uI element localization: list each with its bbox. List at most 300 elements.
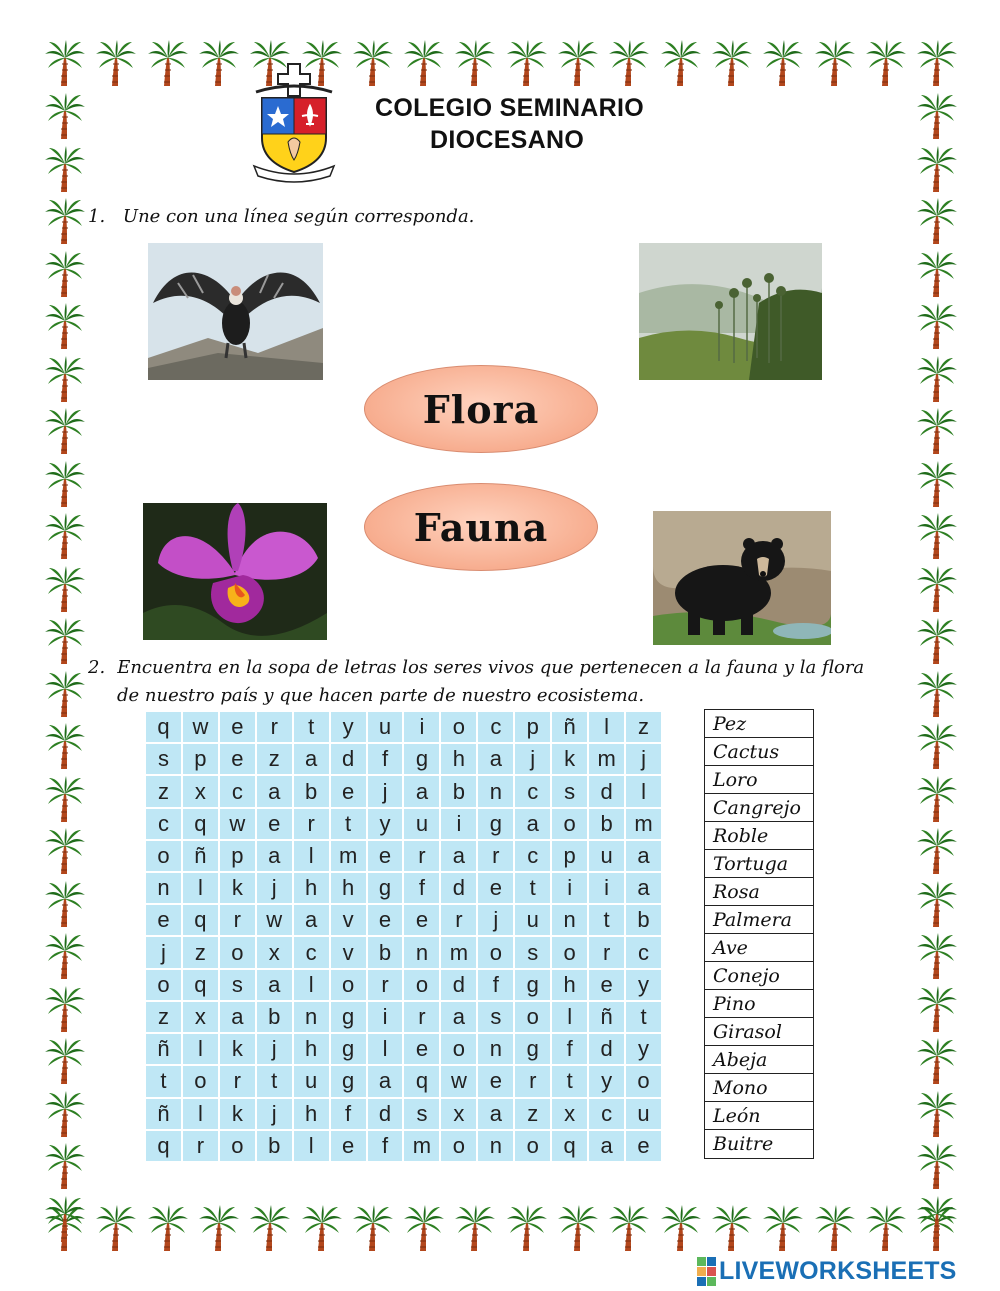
grid-cell[interactable]: u xyxy=(589,841,624,871)
grid-cell[interactable]: e xyxy=(404,1034,439,1064)
grid-cell[interactable]: m xyxy=(441,937,476,967)
grid-cell[interactable]: y xyxy=(626,970,661,1000)
grid-cell[interactable]: i xyxy=(368,1002,403,1032)
palm-tree-icon xyxy=(917,40,957,88)
grid-cell[interactable]: k xyxy=(220,873,255,903)
grid-cell[interactable]: o xyxy=(441,1034,476,1064)
grid-cell[interactable]: o xyxy=(478,937,513,967)
grid-cell[interactable]: d xyxy=(368,1099,403,1129)
grid-cell[interactable]: a xyxy=(589,1131,624,1161)
grid-cell[interactable]: l xyxy=(626,776,661,806)
grid-cell[interactable]: r xyxy=(441,905,476,935)
flora-oval[interactable] xyxy=(364,365,598,453)
grid-cell[interactable]: n xyxy=(478,776,513,806)
grid-cell[interactable]: r xyxy=(589,937,624,967)
word-list-item: Conejo xyxy=(705,962,813,990)
grid-cell[interactable]: s xyxy=(146,744,181,774)
grid-cell[interactable]: g xyxy=(331,1034,366,1064)
grid-cell[interactable]: u xyxy=(404,809,439,839)
grid-cell[interactable]: o xyxy=(552,809,587,839)
grid-cell[interactable]: a xyxy=(257,970,292,1000)
grid-cell[interactable]: z xyxy=(515,1099,550,1129)
palm-tree-icon xyxy=(917,356,957,404)
grid-cell[interactable]: b xyxy=(626,905,661,935)
grid-cell[interactable]: o xyxy=(146,841,181,871)
grid-cell[interactable]: t xyxy=(294,712,329,742)
palm-tree-icon xyxy=(45,513,85,561)
grid-cell[interactable]: e xyxy=(257,809,292,839)
grid-cell[interactable]: s xyxy=(515,937,550,967)
palm-tree-icon xyxy=(917,198,957,246)
palm-tree-icon xyxy=(45,356,85,404)
grid-cell[interactable]: a xyxy=(478,1099,513,1129)
wax-palm-valley-photo[interactable] xyxy=(639,243,822,380)
grid-cell[interactable]: a xyxy=(626,841,661,871)
grid-cell[interactable]: c xyxy=(220,776,255,806)
grid-cell[interactable]: p xyxy=(220,841,255,871)
grid-cell[interactable]: m xyxy=(589,744,624,774)
grid-cell[interactable]: m xyxy=(331,841,366,871)
grid-cell[interactable]: n xyxy=(404,937,439,967)
grid-cell[interactable]: e xyxy=(331,1131,366,1161)
palm-tree-icon xyxy=(815,1205,855,1253)
grid-cell[interactable]: j xyxy=(626,744,661,774)
palm-tree-icon xyxy=(712,40,752,88)
grid-cell[interactable]: f xyxy=(404,873,439,903)
palm-tree-icon xyxy=(917,1038,957,1086)
grid-cell[interactable]: e xyxy=(478,873,513,903)
palm-tree-icon xyxy=(45,1143,85,1191)
grid-cell[interactable]: u xyxy=(626,1099,661,1129)
grid-cell[interactable]: t xyxy=(146,1066,181,1096)
grid-cell[interactable]: g xyxy=(404,744,439,774)
fauna-label: Fauna xyxy=(413,504,549,550)
grid-cell[interactable]: l xyxy=(552,1002,587,1032)
grid-cell[interactable]: x xyxy=(257,937,292,967)
grid-cell[interactable]: j xyxy=(146,937,181,967)
palm-tree-icon xyxy=(917,566,957,614)
grid-cell[interactable]: l xyxy=(368,1034,403,1064)
grid-cell[interactable]: s xyxy=(220,970,255,1000)
grid-cell[interactable]: o xyxy=(441,1131,476,1161)
grid-cell[interactable]: u xyxy=(515,905,550,935)
palm-tree-icon xyxy=(763,1205,803,1253)
grid-cell[interactable]: c xyxy=(626,937,661,967)
palm-tree-icon xyxy=(866,40,906,88)
grid-cell[interactable]: x xyxy=(183,776,218,806)
word-list-item: Mono xyxy=(705,1074,813,1102)
grid-cell[interactable]: c xyxy=(515,776,550,806)
word-list-item: Roble xyxy=(705,822,813,850)
grid-cell[interactable]: m xyxy=(404,1131,439,1161)
palm-tree-icon xyxy=(45,1091,85,1139)
orchid-photo[interactable] xyxy=(143,503,327,640)
palm-tree-icon xyxy=(917,828,957,876)
grid-cell[interactable]: ñ xyxy=(146,1034,181,1064)
grid-cell[interactable]: o xyxy=(552,937,587,967)
grid-cell[interactable]: a xyxy=(257,776,292,806)
grid-cell[interactable]: a xyxy=(294,905,329,935)
grid-cell[interactable]: j xyxy=(478,905,513,935)
palm-tree-icon xyxy=(45,303,85,351)
school-title-line2: DIOCESANO xyxy=(430,126,585,154)
grid-cell[interactable]: b xyxy=(441,776,476,806)
grid-cell[interactable]: a xyxy=(294,744,329,774)
grid-cell[interactable]: d xyxy=(441,970,476,1000)
grid-cell[interactable]: v xyxy=(331,905,366,935)
palm-tree-icon xyxy=(763,40,803,88)
palm-tree-icon xyxy=(148,40,188,88)
question-2 xyxy=(88,654,908,710)
grid-cell[interactable]: o xyxy=(331,970,366,1000)
grid-cell[interactable]: r xyxy=(294,809,329,839)
grid-cell[interactable]: l xyxy=(294,970,329,1000)
grid-cell[interactable]: c xyxy=(146,809,181,839)
grid-cell[interactable]: z xyxy=(146,1002,181,1032)
grid-cell[interactable]: g xyxy=(515,1034,550,1064)
question-1 xyxy=(88,203,474,231)
grid-cell[interactable]: o xyxy=(183,1066,218,1096)
grid-cell[interactable]: i xyxy=(441,809,476,839)
grid-cell[interactable]: u xyxy=(294,1066,329,1096)
grid-cell[interactable]: w xyxy=(441,1066,476,1096)
liveworksheets-logo[interactable] xyxy=(697,1256,957,1286)
palm-tree-icon xyxy=(353,40,393,88)
grid-cell[interactable]: n xyxy=(552,905,587,935)
grid-cell[interactable]: y xyxy=(331,712,366,742)
grid-cell[interactable]: r xyxy=(404,841,439,871)
grid-cell[interactable]: ñ xyxy=(146,1099,181,1129)
palm-tree-icon xyxy=(712,1205,752,1253)
grid-cell[interactable]: c xyxy=(294,937,329,967)
grid-cell[interactable]: e xyxy=(220,744,255,774)
question-1-number: 1. xyxy=(88,206,106,227)
grid-cell[interactable]: h xyxy=(294,1099,329,1129)
palm-tree-icon xyxy=(45,146,85,194)
grid-cell[interactable]: q xyxy=(183,809,218,839)
flora-label: Flora xyxy=(422,386,540,432)
grid-cell[interactable]: a xyxy=(368,1066,403,1096)
grid-cell[interactable]: x xyxy=(441,1099,476,1129)
grid-cell[interactable]: t xyxy=(515,873,550,903)
palm-tree-icon xyxy=(917,776,957,824)
grid-cell[interactable]: o xyxy=(404,970,439,1000)
word-list-item: Ave xyxy=(705,934,813,962)
grid-cell[interactable]: r xyxy=(368,970,403,1000)
grid-cell[interactable]: z xyxy=(626,712,661,742)
grid-cell[interactable]: o xyxy=(220,937,255,967)
grid-cell[interactable]: f xyxy=(478,970,513,1000)
grid-cell[interactable]: b xyxy=(257,1131,292,1161)
grid-cell[interactable]: l xyxy=(294,841,329,871)
palm-tree-icon xyxy=(45,408,85,456)
grid-cell[interactable]: o xyxy=(515,1002,550,1032)
grid-cell[interactable]: e xyxy=(331,776,366,806)
grid-cell[interactable]: ñ xyxy=(589,1002,624,1032)
grid-cell[interactable]: h xyxy=(331,873,366,903)
grid-cell[interactable]: d xyxy=(589,1034,624,1064)
question-2-number: 2. xyxy=(88,657,106,678)
grid-cell[interactable]: q xyxy=(404,1066,439,1096)
grid-cell[interactable]: w xyxy=(257,905,292,935)
grid-cell[interactable]: c xyxy=(478,712,513,742)
palm-tree-icon xyxy=(917,881,957,929)
palm-tree-icon xyxy=(404,1205,444,1253)
liveworksheets-brand: LIVEWORKSHEETS xyxy=(719,1256,957,1285)
grid-cell[interactable]: a xyxy=(220,1002,255,1032)
grid-cell[interactable]: k xyxy=(220,1034,255,1064)
grid-cell[interactable]: t xyxy=(257,1066,292,1096)
palm-tree-icon xyxy=(815,40,855,88)
grid-cell[interactable]: h xyxy=(294,873,329,903)
grid-cell[interactable]: o xyxy=(626,1066,661,1096)
grid-cell[interactable]: x xyxy=(552,1099,587,1129)
grid-cell[interactable]: o xyxy=(220,1131,255,1161)
grid-cell[interactable]: n xyxy=(294,1002,329,1032)
grid-cell[interactable]: i xyxy=(552,873,587,903)
grid-cell[interactable]: a xyxy=(257,841,292,871)
palm-tree-icon xyxy=(45,461,85,509)
palm-tree-icon xyxy=(250,1205,290,1253)
grid-cell[interactable]: h xyxy=(441,744,476,774)
grid-cell[interactable]: r xyxy=(183,1131,218,1161)
grid-cell[interactable]: o xyxy=(441,712,476,742)
palm-tree-icon xyxy=(917,618,957,666)
word-list-item: Cangrejo xyxy=(705,794,813,822)
palm-tree-icon xyxy=(917,1143,957,1191)
grid-cell[interactable]: e xyxy=(589,970,624,1000)
grid-cell[interactable]: a xyxy=(626,873,661,903)
question-2-line2: de nuestro país y que hacen parte de nuestro ecosistema. xyxy=(117,685,645,706)
palm-tree-icon xyxy=(917,93,957,141)
grid-cell[interactable]: h xyxy=(552,970,587,1000)
word-list-item: León xyxy=(705,1102,813,1130)
grid-cell[interactable]: b xyxy=(257,1002,292,1032)
grid-cell[interactable]: n xyxy=(146,873,181,903)
grid-cell[interactable]: j xyxy=(257,873,292,903)
grid-cell[interactable]: j xyxy=(257,1034,292,1064)
palm-tree-icon xyxy=(302,1205,342,1253)
grid-cell[interactable]: e xyxy=(478,1066,513,1096)
grid-cell[interactable]: w xyxy=(220,809,255,839)
grid-cell[interactable]: i xyxy=(589,873,624,903)
grid-cell[interactable]: n xyxy=(478,1034,513,1064)
grid-cell[interactable]: a xyxy=(404,776,439,806)
grid-cell[interactable]: e xyxy=(368,905,403,935)
grid-cell[interactable]: w xyxy=(183,712,218,742)
grid-cell[interactable]: o xyxy=(146,970,181,1000)
grid-cell[interactable]: d xyxy=(331,744,366,774)
grid-cell[interactable]: p xyxy=(515,712,550,742)
grid-cell[interactable]: l xyxy=(294,1131,329,1161)
palm-tree-icon xyxy=(45,198,85,246)
spectacled-bear-photo[interactable] xyxy=(653,511,831,645)
word-list-item: Abeja xyxy=(705,1046,813,1074)
grid-cell[interactable]: b xyxy=(589,809,624,839)
grid-cell[interactable]: y xyxy=(368,809,403,839)
grid-cell[interactable]: v xyxy=(331,937,366,967)
grid-cell[interactable]: q xyxy=(552,1131,587,1161)
grid-cell[interactable]: g xyxy=(515,970,550,1000)
grid-cell[interactable]: r xyxy=(257,712,292,742)
grid-cell[interactable]: s xyxy=(478,1002,513,1032)
grid-cell[interactable]: e xyxy=(368,841,403,871)
grid-cell[interactable]: h xyxy=(294,1034,329,1064)
grid-cell[interactable]: g xyxy=(331,1066,366,1096)
grid-cell[interactable]: q xyxy=(146,712,181,742)
palm-tree-icon xyxy=(45,1038,85,1086)
palm-tree-icon xyxy=(917,671,957,719)
grid-cell[interactable]: i xyxy=(404,712,439,742)
grid-cell[interactable]: e xyxy=(626,1131,661,1161)
grid-cell[interactable]: g xyxy=(368,873,403,903)
grid-cell[interactable]: b xyxy=(368,937,403,967)
grid-cell[interactable]: o xyxy=(515,1131,550,1161)
word-list-item: Buitre xyxy=(713,1133,774,1155)
palm-tree-icon xyxy=(917,303,957,351)
grid-cell[interactable]: ñ xyxy=(552,712,587,742)
word-list-item: Tortuga xyxy=(705,850,813,878)
grid-cell[interactable]: r xyxy=(404,1002,439,1032)
grid-cell[interactable]: q xyxy=(183,905,218,935)
palm-tree-icon xyxy=(45,881,85,929)
palm-tree-icon xyxy=(45,566,85,614)
grid-cell[interactable]: d xyxy=(589,776,624,806)
word-list-item: Cactus xyxy=(705,738,813,766)
grid-cell[interactable]: a xyxy=(515,809,550,839)
grid-cell[interactable]: a xyxy=(478,744,513,774)
fauna-oval[interactable] xyxy=(364,483,598,571)
grid-cell[interactable]: p xyxy=(183,744,218,774)
palm-tree-icon xyxy=(917,146,957,194)
question-2-line1: Encuentra en la sopa de letras los seres vivos que pertenecen a la fauna y la flora xyxy=(117,657,865,678)
word-search-grid[interactable] xyxy=(146,712,661,1161)
grid-cell[interactable]: t xyxy=(626,1002,661,1032)
grid-cell[interactable]: g xyxy=(331,1002,366,1032)
palm-tree-icon xyxy=(507,40,547,88)
grid-cell[interactable]: z xyxy=(183,937,218,967)
palm-tree-icon xyxy=(609,1205,649,1253)
school-title xyxy=(375,92,685,156)
school-title-line1: COLEGIO SEMINARIO xyxy=(375,94,645,122)
grid-cell[interactable]: x xyxy=(183,1002,218,1032)
palm-tree-icon xyxy=(917,986,957,1034)
grid-cell[interactable]: ñ xyxy=(183,841,218,871)
palm-tree-icon xyxy=(661,1205,701,1253)
palm-tree-icon xyxy=(45,93,85,141)
palm-tree-icon xyxy=(45,40,85,88)
palm-tree-icon xyxy=(45,986,85,1034)
grid-cell[interactable]: r xyxy=(220,905,255,935)
palm-tree-icon xyxy=(148,1205,188,1253)
word-list-item: Pez xyxy=(705,710,813,738)
word-list-item: Rosa xyxy=(705,878,813,906)
grid-cell[interactable]: y xyxy=(589,1066,624,1096)
grid-cell[interactable]: e xyxy=(404,905,439,935)
grid-cell[interactable]: d xyxy=(441,873,476,903)
grid-cell[interactable]: b xyxy=(294,776,329,806)
palm-tree-icon xyxy=(455,40,495,88)
grid-cell[interactable]: z xyxy=(146,776,181,806)
palm-tree-icon xyxy=(45,933,85,981)
palm-tree-icon xyxy=(45,828,85,876)
grid-cell[interactable]: f xyxy=(331,1099,366,1129)
grid-cell[interactable]: t xyxy=(552,1066,587,1096)
grid-cell[interactable]: m xyxy=(626,809,661,839)
grid-cell[interactable]: y xyxy=(626,1034,661,1064)
grid-cell[interactable]: p xyxy=(552,841,587,871)
grid-cell[interactable]: c xyxy=(515,841,550,871)
palm-tree-icon xyxy=(609,40,649,88)
palm-tree-icon xyxy=(96,1205,136,1253)
grid-cell[interactable]: q xyxy=(183,970,218,1000)
grid-cell[interactable]: q xyxy=(146,1131,181,1161)
palm-tree-icon xyxy=(558,40,598,88)
palm-tree-icon xyxy=(917,1196,957,1244)
grid-cell[interactable]: e xyxy=(220,712,255,742)
grid-cell[interactable]: n xyxy=(478,1131,513,1161)
grid-cell[interactable]: s xyxy=(552,776,587,806)
grid-cell[interactable]: l xyxy=(589,712,624,742)
palm-tree-icon xyxy=(45,618,85,666)
palm-tree-icon xyxy=(199,40,239,88)
palm-tree-icon xyxy=(455,1205,495,1253)
grid-cell[interactable]: j xyxy=(257,1099,292,1129)
grid-cell[interactable]: l xyxy=(183,873,218,903)
grid-cell[interactable]: t xyxy=(331,809,366,839)
palm-tree-icon xyxy=(45,776,85,824)
palm-tree-icon xyxy=(917,408,957,456)
grid-cell[interactable]: t xyxy=(589,905,624,935)
grid-cell[interactable]: z xyxy=(257,744,292,774)
condor-photo[interactable] xyxy=(148,243,323,380)
palm-tree-icon xyxy=(558,1205,598,1253)
question-1-text: Une con una línea según corresponda. xyxy=(122,206,475,227)
grid-cell[interactable]: s xyxy=(404,1099,439,1129)
palm-tree-icon xyxy=(917,933,957,981)
grid-cell[interactable]: e xyxy=(146,905,181,935)
grid-cell[interactable]: r xyxy=(220,1066,255,1096)
grid-cell[interactable]: a xyxy=(441,841,476,871)
palm-tree-icon xyxy=(917,723,957,771)
grid-cell[interactable]: j xyxy=(368,776,403,806)
palm-tree-icon xyxy=(661,40,701,88)
word-list-item: Pino xyxy=(705,990,813,1018)
grid-cell[interactable]: r xyxy=(478,841,513,871)
grid-cell[interactable]: u xyxy=(368,712,403,742)
grid-cell[interactable]: c xyxy=(589,1099,624,1129)
palm-tree-icon xyxy=(866,1205,906,1253)
palm-tree-icon xyxy=(404,40,444,88)
grid-cell[interactable]: f xyxy=(368,744,403,774)
grid-cell[interactable]: j xyxy=(515,744,550,774)
word-list-item: Girasol xyxy=(705,1018,813,1046)
grid-cell[interactable]: g xyxy=(478,809,513,839)
grid-cell[interactable]: a xyxy=(441,1002,476,1032)
grid-cell[interactable]: l xyxy=(183,1034,218,1064)
palm-tree-icon xyxy=(45,723,85,771)
grid-cell[interactable]: k xyxy=(220,1099,255,1129)
grid-cell[interactable]: l xyxy=(183,1099,218,1129)
palm-tree-icon xyxy=(353,1205,393,1253)
grid-cell[interactable]: f xyxy=(368,1131,403,1161)
grid-cell[interactable]: k xyxy=(552,744,587,774)
word-list-item: Loro xyxy=(705,766,813,794)
palm-tree-icon xyxy=(917,513,957,561)
grid-cell[interactable]: r xyxy=(515,1066,550,1096)
grid-cell[interactable]: f xyxy=(552,1034,587,1064)
palm-tree-icon xyxy=(45,1196,85,1244)
